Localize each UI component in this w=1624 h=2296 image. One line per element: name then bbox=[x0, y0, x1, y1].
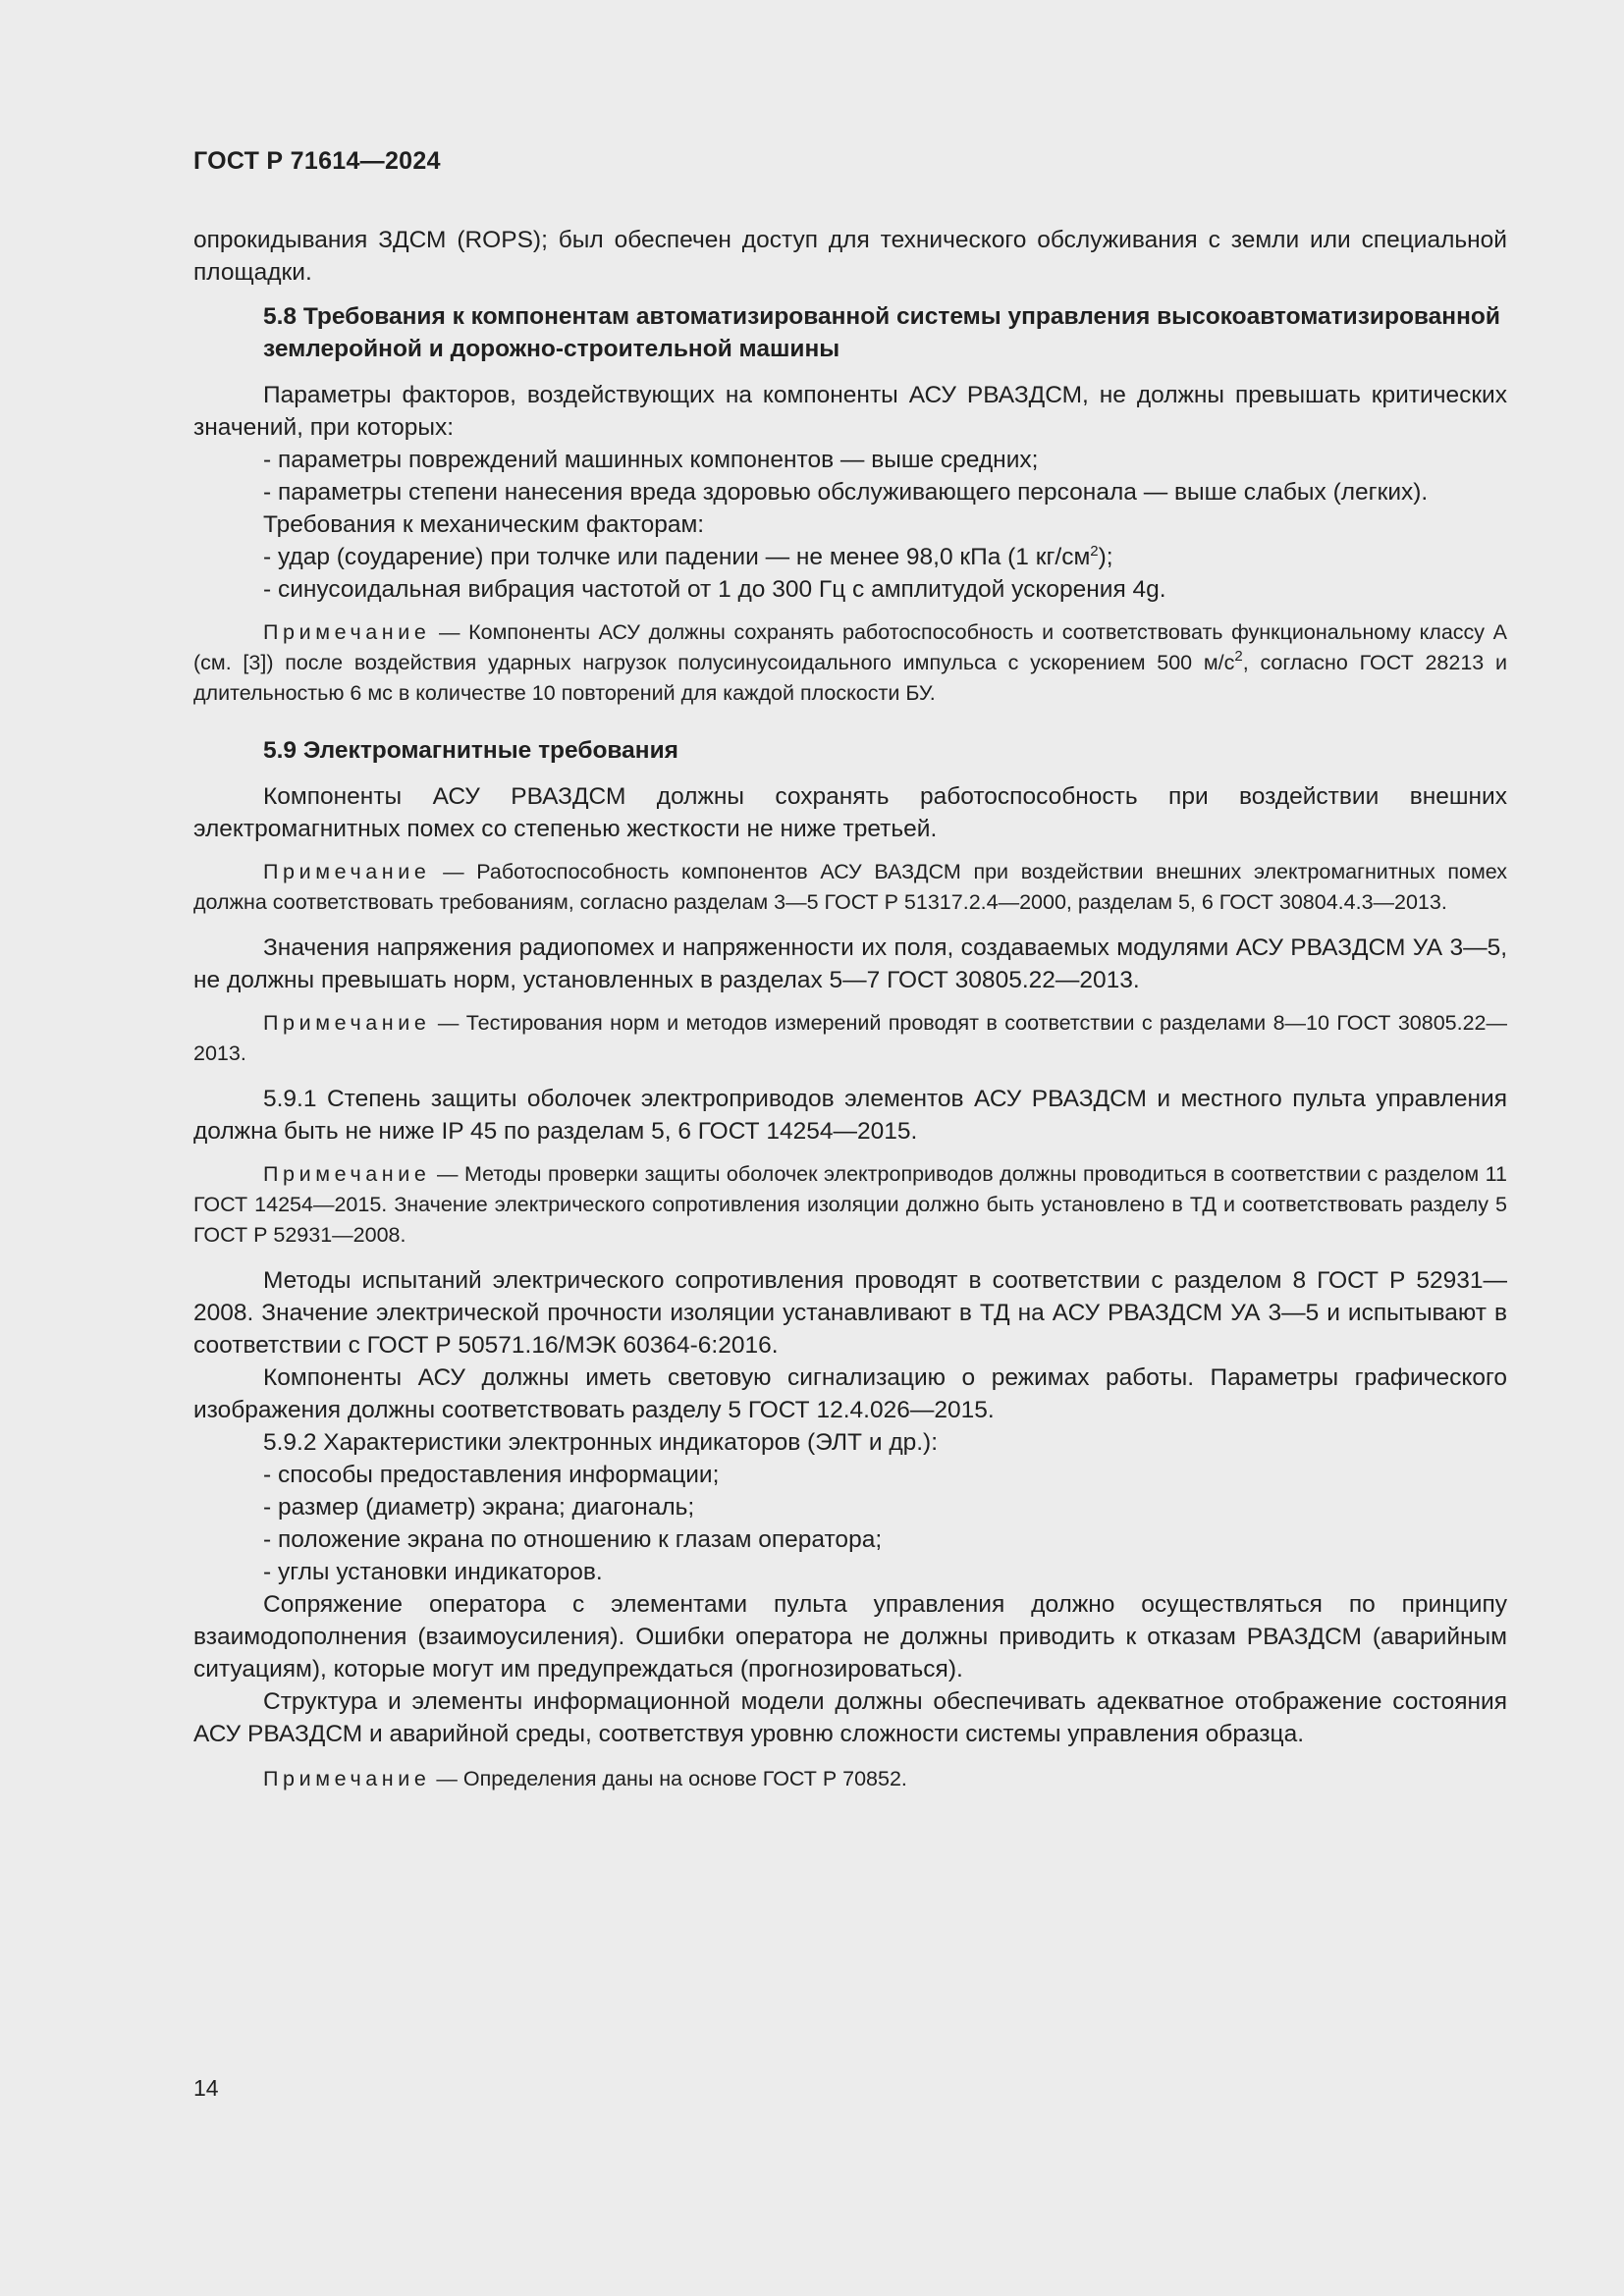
section-5-9-paragraph: Структура и элементы информационной модели должны обеспечивать адекватное отображение состояния АСУ РВАЗДСМ и аварийной среды, соответствуя уровню сложности системы управления образца. bbox=[193, 1688, 1507, 1747]
note-label: Примечание bbox=[263, 860, 431, 883]
superscript: 2 bbox=[1090, 543, 1099, 560]
note-text: — Работоспособность компонентов АСУ ВАЗДСМ при воздействии внешних электромагнитных помех должна соответствовать требованиям, согласно разделам 3—5 ГОСТ Р 51317.2.4—2000, разделам 5, 6 ГОСТ 30804.4.3—2013. bbox=[193, 860, 1507, 914]
section-5-9-paragraph: Компоненты АСУ РВАЗДСМ должны сохранять работоспособность при воздействии внешних электромагнитных помех со степенью жесткости не ниже третьей. bbox=[193, 783, 1507, 842]
note bbox=[193, 617, 1507, 709]
document-body bbox=[193, 224, 1507, 1794]
note bbox=[193, 1008, 1507, 1069]
list-item: - параметры степени нанесения вреда здоровью обслуживающего персонала — выше слабых (легких). bbox=[263, 479, 1429, 506]
note-label: Примечание bbox=[263, 1011, 431, 1035]
note bbox=[193, 1764, 1507, 1794]
superscript: 2 bbox=[1234, 648, 1243, 665]
note-label: Примечание bbox=[263, 1162, 431, 1186]
list-item-text: ); bbox=[1098, 544, 1113, 570]
page-number: 14 bbox=[193, 2075, 219, 2101]
section-5-8-paragraph: Параметры факторов, воздействующих на компоненты АСУ РВАЗДСМ, не должны превышать критических значений, при которых: bbox=[193, 382, 1507, 441]
subsection-5-9-1: 5.9.1 Степень защиты оболочек электроприводов элементов АСУ РВАЗДСМ и местного пульта управления должна быть не ниже IP 45 по разделам 5, 6 ГОСТ 14254—2015. bbox=[193, 1086, 1507, 1145]
note-text: — Определения даны на основе ГОСТ Р 70852. bbox=[430, 1767, 907, 1790]
note bbox=[193, 857, 1507, 918]
note-text: — Компоненты АСУ должны сохранять работоспособность и соответствовать функциональному классу А (см. [3]) после воздействия ударных нагрузок полусинусоидального импульса с ускорением 500 м/с bbox=[193, 620, 1507, 674]
section-5-9-paragraph: Сопряжение оператора с элементами пульта управления должно осуществляться по принципу взаимодополнения (взаимоусиления). Ошибки оператора не должны приводить к отказам РВАЗДСМ (аварийным ситуациям), которые могут им предупреждаться (прогнозироваться). bbox=[193, 1591, 1507, 1682]
section-5-8-paragraph: Требования к механическим факторам: bbox=[263, 511, 705, 538]
subsection-5-9-2: 5.9.2 Характеристики электронных индикаторов (ЭЛТ и др.): bbox=[263, 1429, 939, 1456]
section-5-9-paragraph: Методы испытаний электрического сопротивления проводят в соответствии с разделом 8 ГОСТ Р 52931—2008. Значение электрической прочности изоляции устанавливают в ТД на АСУ РВАЗДСМ УА 3—5 и испытывают в соответствии с ГОСТ Р 50571.16/МЭК 60364-6:2016. bbox=[193, 1267, 1507, 1359]
list-item: - параметры повреждений машинных компонентов — выше средних; bbox=[263, 447, 1039, 473]
note-label: Примечание bbox=[263, 1767, 431, 1790]
note-text: , согласно ГОСТ 28213 и длительностью 6 мс в количестве 10 повторений для каждой плоскости БУ. bbox=[193, 651, 1507, 705]
note-text: — Тестирования норм и методов измерений проводят в соответствии с разделами 8—10 ГОСТ 30805.22—2013. bbox=[193, 1011, 1507, 1065]
list-item-text: - удар (соударение) при толчке или падении — не менее 98,0 кПа (1 кг/см bbox=[263, 544, 1091, 570]
note-text: — Методы проверки защиты оболочек электроприводов должны проводиться в соответствии с разделом 11 ГОСТ 14254—2015. Значение электрического сопротивления изоляции должно быть установлено в ТД и соответствовать разделу 5 ГОСТ Р 52931—2008. bbox=[193, 1162, 1507, 1247]
list-item: - углы установки индикаторов. bbox=[263, 1559, 603, 1585]
list-item: - синусоидальная вибрация частотой от 1 до 300 Гц с амплитудой ускорения 4g. bbox=[263, 576, 1166, 603]
intro-continuation: опрокидывания ЗДСМ (ROPS); был обеспечен доступ для технического обслуживания с земли или специальной площадки. bbox=[193, 227, 1507, 286]
section-5-8-heading: 5.8 Требования к компонентам автоматизированной системы управления высокоавтоматизированной землеройной и дорожно-строительной машины bbox=[263, 303, 1500, 362]
document-header: ГОСТ Р 71614—2024 bbox=[193, 147, 441, 175]
section-5-9-heading: 5.9 Электромагнитные требования bbox=[263, 737, 678, 764]
note bbox=[193, 1159, 1507, 1251]
section-5-9-paragraph: Компоненты АСУ должны иметь световую сигнализацию о режимах работы. Параметры графического изображения должны соответствовать разделу 5 ГОСТ 12.4.026—2015. bbox=[193, 1364, 1507, 1423]
list-item bbox=[193, 541, 1507, 573]
section-5-9-paragraph: Значения напряжения радиопомех и напряженности их поля, создаваемых модулями АСУ РВАЗДСМ УА 3—5, не должны превышать норм, установленных в разделах 5—7 ГОСТ 30805.22—2013. bbox=[193, 934, 1507, 993]
note-label: Примечание bbox=[263, 620, 431, 644]
list-item: - положение экрана по отношению к глазам оператора; bbox=[263, 1526, 883, 1553]
list-item: - способы предоставления информации; bbox=[263, 1462, 720, 1488]
list-item: - размер (диаметр) экрана; диагональ; bbox=[263, 1494, 695, 1521]
